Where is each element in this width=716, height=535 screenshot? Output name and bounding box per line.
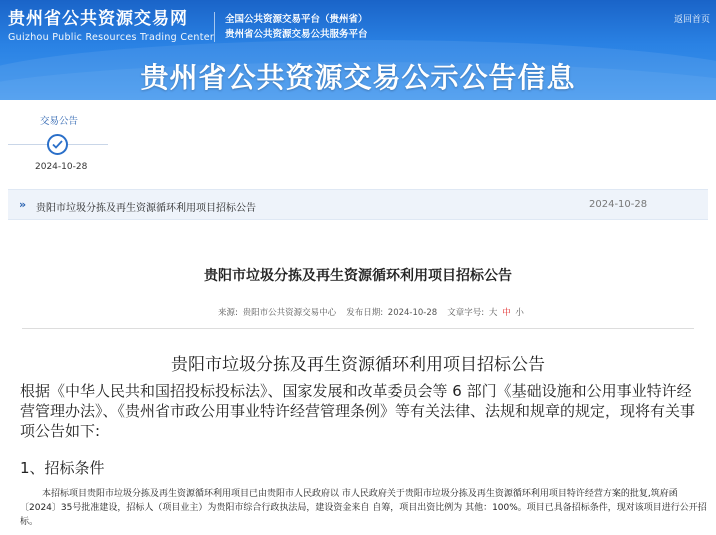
header-banner [0,0,716,100]
notice-date: 2024-10-28 [589,199,648,210]
header-divider [214,12,215,42]
font-size-large-button[interactable]: 大 [488,308,498,318]
logo-cn-text: 贵州省公共资源交易网 [8,9,188,29]
document-title: 贵阳市垃圾分拣及再生资源循环利用项目招标公告 [171,355,545,375]
home-link[interactable]: 返回首页 [673,15,710,25]
meta-source: 贵阳市公共资源交易中心 [242,308,337,318]
font-size-medium-button[interactable]: 中 [502,308,511,318]
platform-names [225,12,368,42]
notice-title-link[interactable]: 贵阳市垃圾分拣及再生资源循环利用项目招标公告 [36,203,256,214]
double-chevron-icon: » [19,198,27,211]
article-title: 贵阳市垃圾分拣及再生资源循环利用项目招标公告 [204,268,512,284]
timeline-step-date: 2024-10-28 [35,162,88,172]
page-title: 贵州省公共资源交易公示公告信息 [140,61,576,94]
font-size-small-button[interactable]: 小 [515,308,524,318]
timeline-step-label[interactable]: 交易公告 [40,116,79,127]
notice-bar[interactable] [8,189,708,220]
section-paragraph: 本招标项目贵阳市垃圾分拣及再生资源循环利用项目已由贵阳市人民政府以 市人民政府关于贵阳市垃圾分拣及再生资源循环利用项目特许经营方案的批复,筑府函〔2024〕35号批准建设，招标人（项目业主）为贵阳市综合行政执法局，建设资金来自 自筹，项目出资比例为 其他：100%。项目已具备招标条件，现对该项目进行公开招标。 [20,489,707,527]
meta-source-label: 来源: [218,308,238,318]
section-heading: 1、招标条件 [20,459,105,477]
site-logo[interactable] [8,9,214,44]
meta-publish-date: 2024-10-28 [387,308,438,318]
meta-publish-label: 发布日期: [346,308,384,318]
meta-font-label: 文章字号: [447,308,485,318]
timeline-step-check-icon[interactable] [47,134,68,155]
platform-line-2: 贵州省公共资源交易公共服务平台 [225,29,368,40]
platform-line-1: 全国公共资源交易平台（贵州省） [225,14,368,25]
article-meta [218,306,526,318]
meta-divider [22,328,694,329]
intro-paragraph: 根据《中华人民共和国招投标投标法》、国家发展和改革委员会等 6 部门《基础设施和公用事业特许经营管理办法》、《贵州省市政公用事业特许经营管理条例》等有关法律、法规和规章的规定，现将有关事项公告如下: [20,382,696,440]
logo-en-text: Guizhou Public Resources Trading Center [8,32,215,43]
